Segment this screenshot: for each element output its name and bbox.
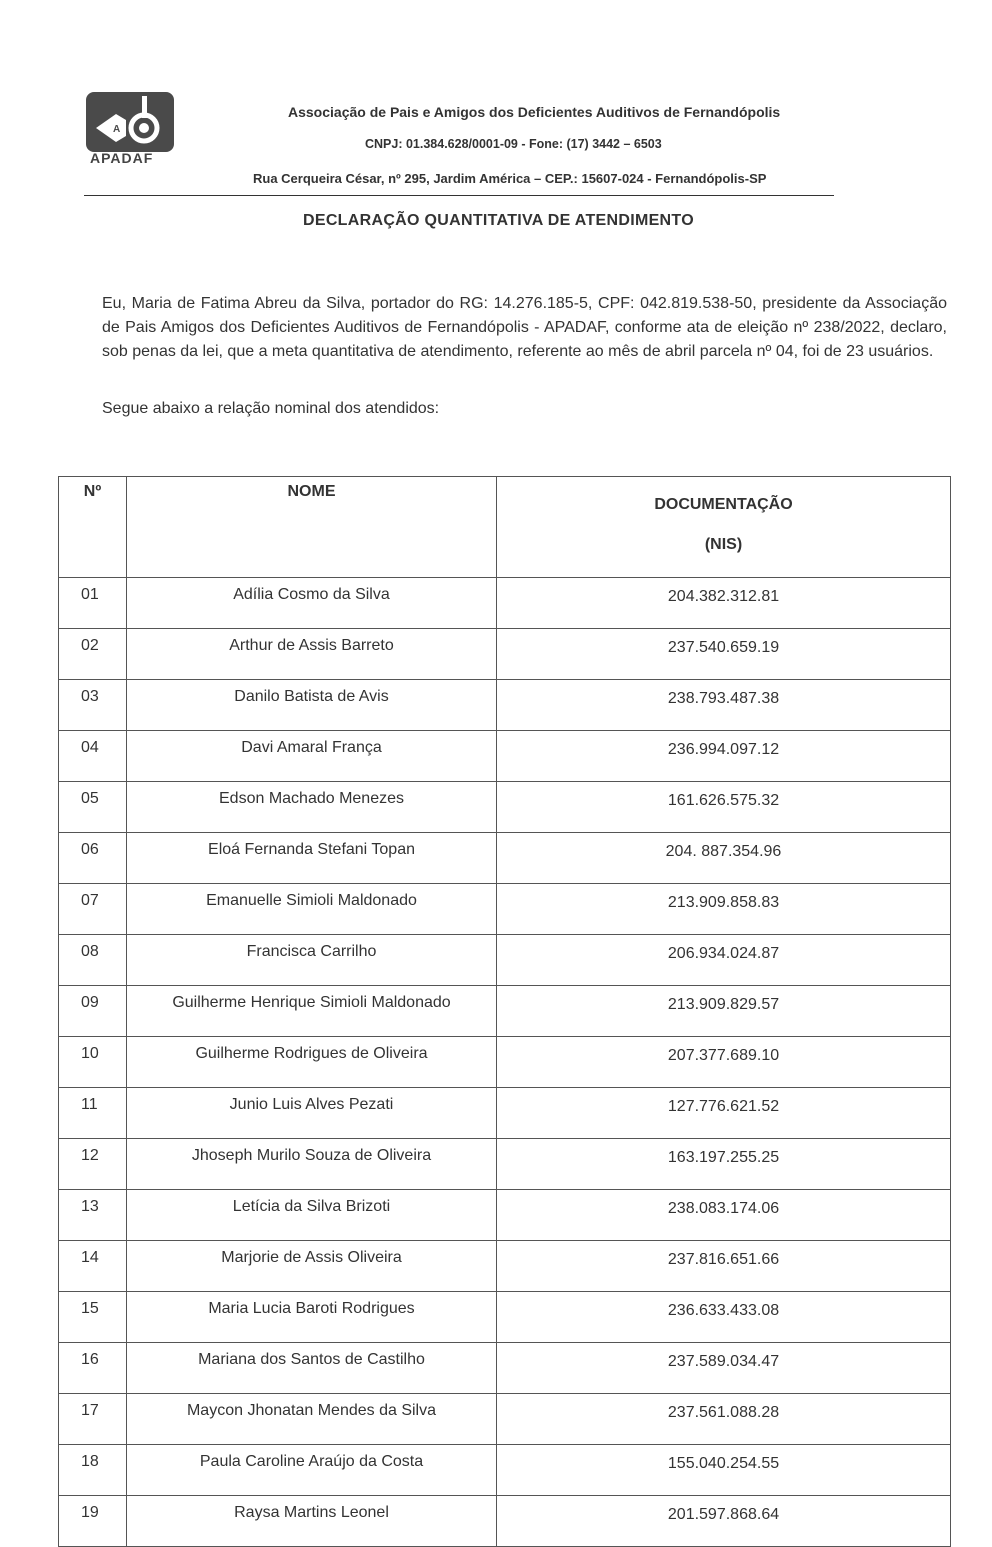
table-row (59, 1394, 951, 1445)
header-number: Nº (59, 477, 127, 578)
row-number: 14 (59, 1241, 127, 1292)
row-name: Arthur de Assis Barreto (127, 629, 497, 680)
row-nis: 237.589.034.47 (497, 1343, 951, 1394)
row-nis: 236.633.433.08 (497, 1292, 951, 1343)
row-name: Adília Cosmo da Silva (127, 578, 497, 629)
header-divider (84, 195, 834, 196)
row-nis: 161.626.575.32 (497, 782, 951, 833)
table-row (59, 1496, 951, 1547)
row-nis: 206.934.024.87 (497, 935, 951, 986)
row-number: 11 (59, 1088, 127, 1139)
row-number: 19 (59, 1496, 127, 1547)
row-number: 07 (59, 884, 127, 935)
row-name: Guilherme Henrique Simioli Maldonado (127, 986, 497, 1037)
row-number: 13 (59, 1190, 127, 1241)
row-number: 01 (59, 578, 127, 629)
row-name: Junio Luis Alves Pezati (127, 1088, 497, 1139)
beneficiaries-table-container (58, 476, 950, 1547)
row-number: 05 (59, 782, 127, 833)
table-header-row (59, 477, 951, 578)
row-nis: 204. 887.354.96 (497, 833, 951, 884)
logo-emblem (86, 92, 174, 152)
row-nis: 238.793.487.38 (497, 680, 951, 731)
row-name: Paula Caroline Araújo da Costa (127, 1445, 497, 1496)
row-name: Raysa Martins Leonel (127, 1496, 497, 1547)
row-nis: 236.994.097.12 (497, 731, 951, 782)
table-row (59, 1037, 951, 1088)
row-nis: 238.083.174.06 (497, 1190, 951, 1241)
row-number: 15 (59, 1292, 127, 1343)
declaration-paragraph: Eu, Maria de Fatima Abreu da Silva, portador do RG: 14.276.185-5, CPF: 042.819.538-50, presidente da Associação de Pais Amigos dos Deficientes Auditivos de Fernandópolis - APADAF, conforme ata de eleição nº 238/2022, declaro, sob penas da lei, que a meta quantitativa de atendimento, referente ao mês de abril parcela nº 04, foi de 23 usuários. (102, 295, 947, 360)
row-name: Marjorie de Assis Oliveira (127, 1241, 497, 1292)
logo-wordmark: APADAF (90, 150, 154, 166)
address-line: Rua Cerqueira César, nº 295, Jardim América – CEP.: 15607-024 - Fernandópolis-SP (253, 171, 767, 186)
row-number: 16 (59, 1343, 127, 1394)
row-name: Danilo Batista de Avis (127, 680, 497, 731)
table-row (59, 1445, 951, 1496)
row-number: 18 (59, 1445, 127, 1496)
row-number: 09 (59, 986, 127, 1037)
row-name: Letícia da Silva Brizoti (127, 1190, 497, 1241)
table-row (59, 1190, 951, 1241)
row-name: Francisca Carrilho (127, 935, 497, 986)
row-name: Jhoseph Murilo Souza de Oliveira (127, 1139, 497, 1190)
table-row (59, 884, 951, 935)
row-name: Maria Lucia Baroti Rodrigues (127, 1292, 497, 1343)
row-name: Guilherme Rodrigues de Oliveira (127, 1037, 497, 1088)
row-nis: 237.540.659.19 (497, 629, 951, 680)
table-row (59, 935, 951, 986)
row-name: Edson Machado Menezes (127, 782, 497, 833)
row-nis: 237.561.088.28 (497, 1394, 951, 1445)
table-row (59, 629, 951, 680)
cnpj-phone-line: CNPJ: 01.384.628/0001-09 - Fone: (17) 3442 – 6503 (365, 137, 662, 151)
table-row (59, 1139, 951, 1190)
table-row (59, 1343, 951, 1394)
row-nis: 127.776.621.52 (497, 1088, 951, 1139)
row-nis: 163.197.255.25 (497, 1139, 951, 1190)
svg-text:A: A (113, 124, 121, 135)
row-number: 03 (59, 680, 127, 731)
table-row (59, 578, 951, 629)
beneficiaries-table (58, 476, 951, 1547)
row-number: 10 (59, 1037, 127, 1088)
row-name: Mariana dos Santos de Castilho (127, 1343, 497, 1394)
row-nis: 201.597.868.64 (497, 1496, 951, 1547)
row-number: 12 (59, 1139, 127, 1190)
table-row (59, 680, 951, 731)
row-name: Emanuelle Simioli Maldonado (127, 884, 497, 935)
table-row (59, 986, 951, 1037)
row-number: 08 (59, 935, 127, 986)
apadaf-logo (86, 92, 178, 168)
organization-name: Associação de Pais e Amigos dos Deficientes Auditivos de Fernandópolis (288, 104, 781, 120)
header-name: NOME (127, 477, 497, 578)
table-row (59, 1088, 951, 1139)
document-title: DECLARAÇÃO QUANTITATIVA DE ATENDIMENTO (303, 212, 694, 229)
header-documentation-label: DOCUMENTAÇÃO (654, 496, 793, 513)
row-nis: 155.040.254.55 (497, 1445, 951, 1496)
table-row (59, 833, 951, 884)
row-number: 17 (59, 1394, 127, 1445)
row-name: Eloá Fernanda Stefani Topan (127, 833, 497, 884)
row-nis: 213.909.829.57 (497, 986, 951, 1037)
table-row (59, 1241, 951, 1292)
row-number: 04 (59, 731, 127, 782)
row-nis: 237.816.651.66 (497, 1241, 951, 1292)
header-nis-label: (NIS) (704, 536, 743, 553)
row-number: 02 (59, 629, 127, 680)
row-nis: 204.382.312.81 (497, 578, 951, 629)
table-row (59, 782, 951, 833)
table-row (59, 1292, 951, 1343)
row-name: Maycon Jhonatan Mendes da Silva (127, 1394, 497, 1445)
ear-symbol-icon (86, 92, 174, 152)
header-documentation (497, 477, 951, 578)
row-nis: 213.909.858.83 (497, 884, 951, 935)
row-name: Davi Amaral França (127, 731, 497, 782)
list-intro-text: Segue abaixo a relação nominal dos atendidos: (102, 400, 440, 417)
table-body (59, 578, 951, 1547)
row-nis: 207.377.689.10 (497, 1037, 951, 1088)
table-row (59, 731, 951, 782)
row-number: 06 (59, 833, 127, 884)
